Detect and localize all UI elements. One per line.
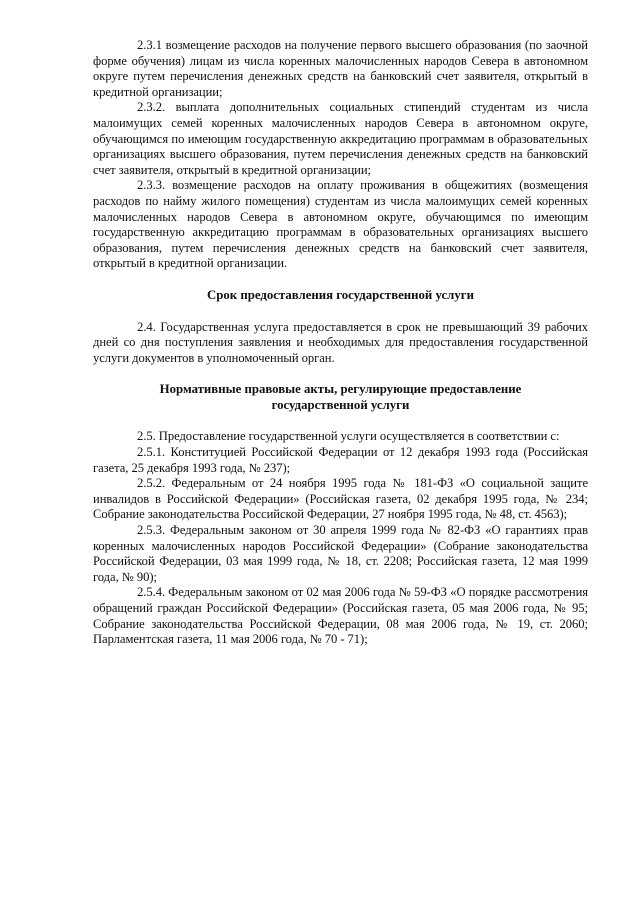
- section-heading-acts-line1: Нормативные правовые акты, регулирующие предоставление: [159, 382, 522, 397]
- section-heading-term: Срок предоставления государственной услуги: [207, 287, 474, 302]
- paragraph-2-3-1: 2.3.1 возмещение расходов на получение первого высшего образования (по заочной форме обучения) лицам из числа коренных малочисленных народов Севера в автономном округе путем перечисления денежных средств на банковский счет заявителя, открытый в кредитной организации;: [93, 38, 588, 99]
- spacer: [93, 304, 588, 320]
- paragraph-2-4: 2.4. Государственная услуга предоставляется в срок не превышающий 39 рабочих дней со дня поступления заявления и необходимых для предоставления государственной услуги документов в уполномоченный орган.: [93, 319, 588, 365]
- paragraph-2-5: 2.5. Предоставление государственной услуги осуществляется в соответствии с:: [137, 429, 560, 444]
- spacer: [93, 413, 588, 429]
- paragraph-2-3-2: 2.3.2. выплата дополнительных социальных стипендий студентам из числа малоимущих семей коренных малочисленных народов Севера в автономном округе, обучающимся по имеющим государственную аккредитацию программам в образовательных организациях высшего образования, путем перечисления денежных средств на банковский счет заявителя, открытый в кредитной организации;: [93, 100, 588, 177]
- paragraph-2-5-2: 2.5.2. Федеральным от 24 ноября 1995 года № 181-ФЗ «О социальной защите инвалидов в Российской Федерации» (Российская газета, 02 декабря 1995 года, № 234; Собрание законодательства Российской Федерации, 27 ноября 1995 года, № 48, ст. 4563);: [93, 476, 588, 522]
- paragraph-2-5-1: 2.5.1. Конституцией Российской Федерации от 12 декабря 1993 года (Российская газета, 25 декабря 1993 года, № 237);: [93, 445, 588, 475]
- section-heading-acts-line2: государственной услуги: [271, 397, 410, 412]
- spacer: [93, 272, 588, 288]
- paragraph-2-5-4: 2.5.4. Федеральным законом от 02 мая 2006 года № 59-ФЗ «О порядке рассмотрения обращений граждан Российской Федерации» (Российская газета, 05 мая 2006 года, № 95; Собрание законодательства Российской Федерации, 08 мая 2006 года, № 19, ст. 2060; Парламентская газета, 11 мая 2006 года, № 70 - 71);: [93, 585, 588, 647]
- paragraph-2-3-3: 2.3.3. возмещение расходов на оплату проживания в общежитиях (возмещения расходов по найму жилого помещения) студентам из числа малоимущих семей коренных малочисленных народов Севера в автономном округе, обучающимся по имеющим государственную аккредитацию программам в образовательных организациях высшего образования, путем перечисления денежных средств на банковский счет заявителя, открытый в кредитной организации.: [93, 178, 588, 271]
- paragraph-2-5-3: 2.5.3. Федеральным законом от 30 апреля 1999 года № 82-ФЗ «О гарантиях прав коренных малочисленных народов Российской Федерации» (Собрание законодательства Российской Федерации, 03 мая 1999 года, № 18, ст. 2208; Российская газета, 12 мая 1999 года, № 90);: [93, 523, 588, 584]
- document-page: [93, 38, 588, 648]
- spacer: [93, 366, 588, 382]
